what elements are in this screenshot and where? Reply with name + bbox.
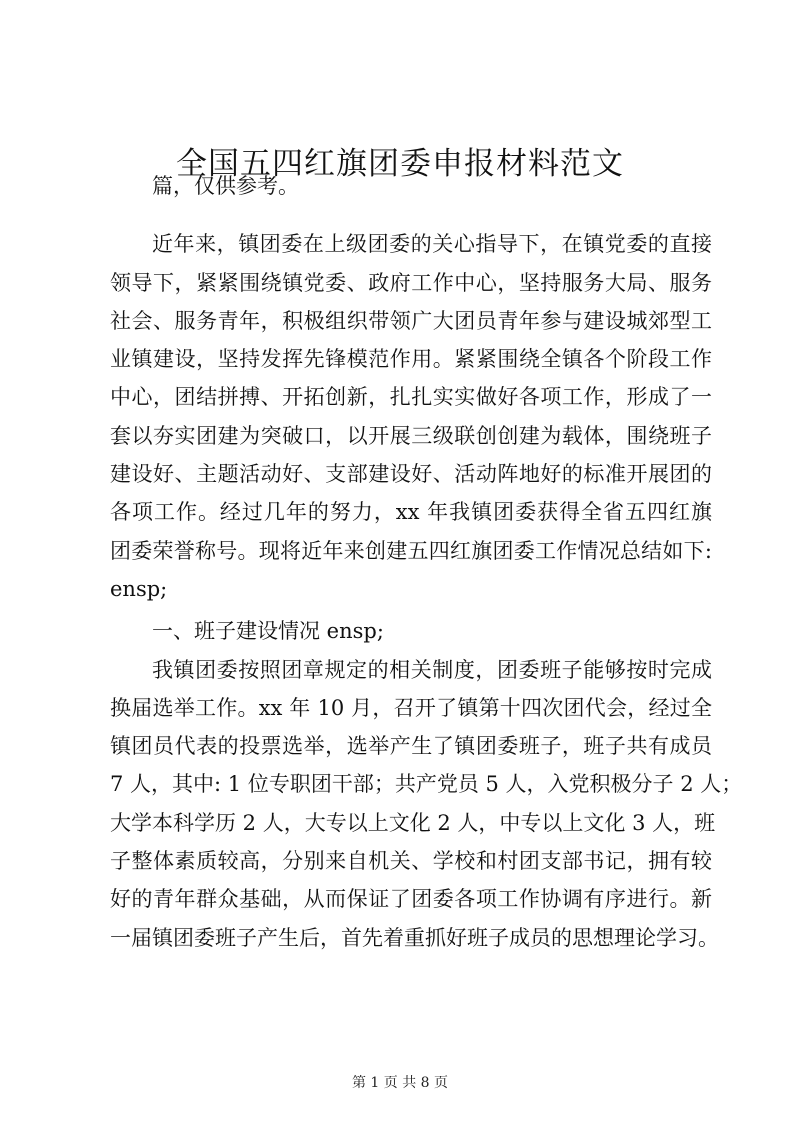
text-line: 好的青年群众基础，从而保证了团委各项工作协调有序进行。新 [110,887,712,912]
text-line: ensp; [110,576,168,601]
text-line: 篇，仅供参考。 [152,174,299,198]
text-line: 7 人，其中: 1 位专职团干部；共产党员 5 人，入党积极分子 2 人； [110,772,743,797]
page-footer: 第 1 页 共 8 页 [351,1075,449,1091]
text-line: 一届镇团委班子产生后，首先着重抓好班子成员的思想理论学习。 [110,925,719,950]
text-line: 业镇建设，坚持发挥先锋模范作用。紧紧围绕全镇各个阶段工作 [110,347,712,372]
text-line: 子整体素质较高，分别来自机关、学校和村团支部书记，拥有较 [110,849,712,874]
text-line: 团委荣誉称号。现将近年来创建五四红旗团委工作情况总结如下: [110,538,712,563]
text-line: 我镇团委按照团章规定的相关制度，团委班子能够按时完成 [152,657,712,682]
text-line: 中心，团结拼搏、开拓创新，扎扎实实做好各项工作，形成了一 [110,385,712,410]
text-line: 各项工作。经过几年的努力，xx 年我镇团委获得全省五四红旗 [110,500,712,525]
text-line: 镇团员代表的投票选举，选举产生了镇团委班子，班子共有成员 [110,734,712,759]
text-line: 大学本科学历 2 人，大专以上文化 2 人，中专以上文化 3 人，班 [110,810,716,835]
text-line: 一、班子建设情况 ensp; [152,619,384,644]
document-body [110,167,743,957]
text-line: 套以夯实团建为突破口，以开展三级联创创建为载体，围绕班子 [110,423,712,448]
text-line: 近年来，镇团委在上级团委的关心指导下，在镇党委的直接 [152,232,712,257]
text-line: 建设好、主题活动好、支部建设好、活动阵地好的标准开展团的 [110,462,712,487]
text-line: 社会、服务青年，积极组织带领广大团员青年参与建设城郊型工 [110,308,712,333]
text-line: 换届选举工作。xx 年 10 月，召开了镇第十四次团代会，经过全 [110,695,712,720]
document-title: 全国五四红旗团委申报材料范文 [176,146,624,182]
text-line: 领导下，紧紧围绕镇党委、政府工作中心，坚持服务大局、服务 [110,270,712,295]
